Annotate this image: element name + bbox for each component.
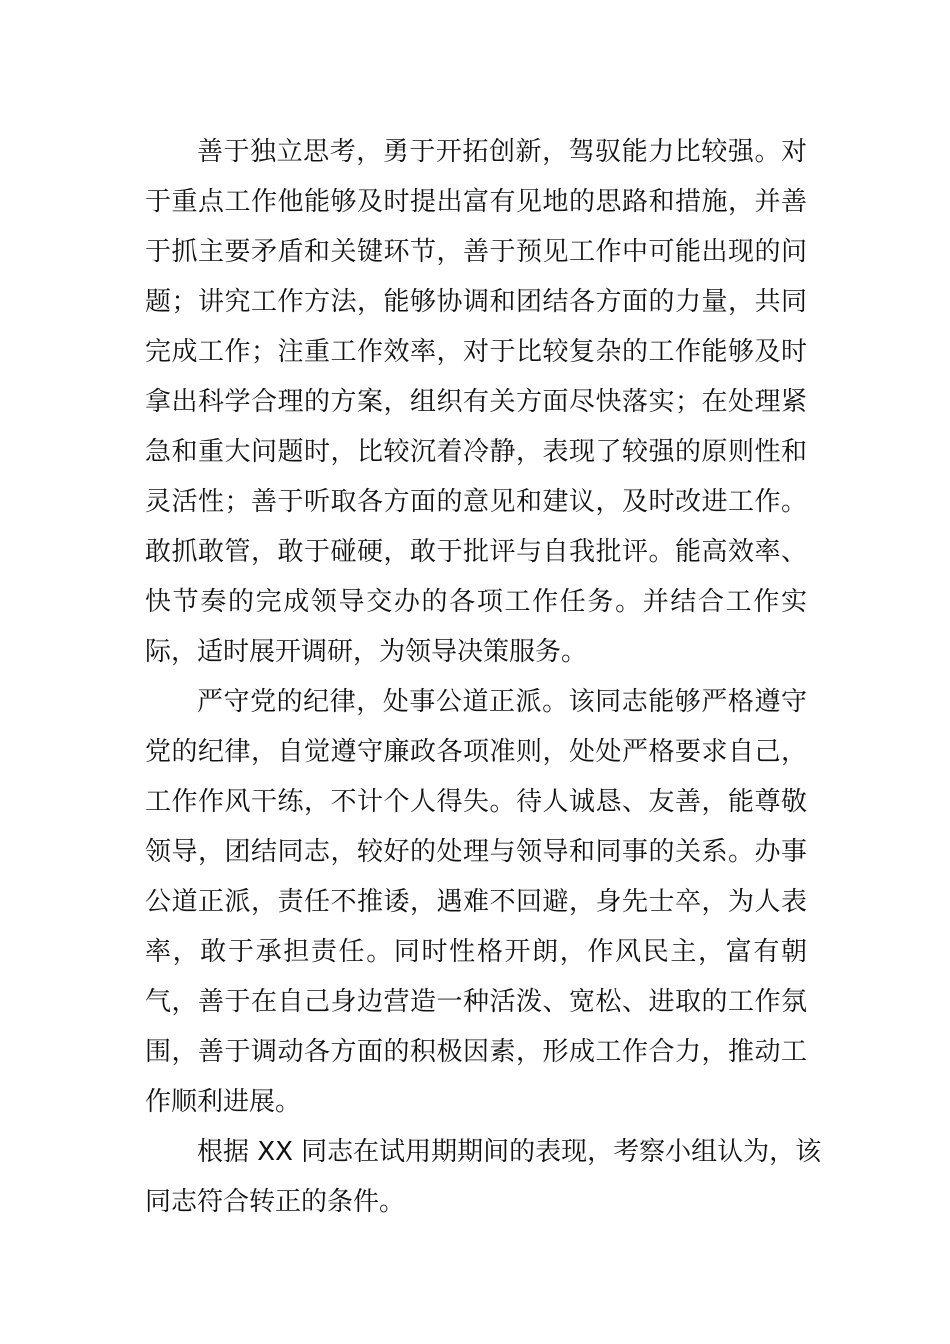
paragraph-line: 善于独立思考，勇于开拓创新，驾驭能力比较强。对 [197, 137, 807, 167]
paragraph-line: 围，善于调动各方面的积极因素，形成工作合力，推动工 [145, 1037, 807, 1067]
paragraph-line: 气，善于在自己身边营造一种活泼、宽松、进取的工作氛 [145, 987, 807, 1017]
paragraph-line: 根据 XX 同志在试用期期间的表现，考察小组认为，该 [197, 1137, 822, 1167]
paragraph-line: 工作作风干练，不计个人得失。待人诚恳、友善，能尊敬 [145, 787, 807, 817]
paragraph-line: 拿出科学合理的方案，组织有关方面尽快落实；在处理紧 [145, 387, 807, 417]
paragraph-line: 完成工作；注重工作效率，对于比较复杂的工作能够及时 [145, 337, 807, 367]
paragraph-line: 率，敢于承担责任。同时性格开朗，作风民主，富有朝 [145, 937, 807, 967]
paragraph-2 [145, 677, 807, 1127]
paragraph-line: 急和重大问题时，比较沉着冷静，表现了较强的原则性和 [145, 437, 807, 467]
paragraph-line: 灵活性；善于听取各方面的意见和建议，及时改进工作。 [145, 487, 807, 517]
paragraph-line: 快节奏的完成领导交办的各项工作任务。并结合工作实 [145, 587, 807, 617]
document-body [145, 127, 822, 1227]
paragraph-line: 际，适时展开调研，为领导决策服务。 [145, 637, 588, 667]
paragraph-line: 领导，团结同志，较好的处理与领导和同事的关系。办事 [145, 837, 807, 867]
paragraph-3 [145, 1127, 822, 1227]
paragraph-line: 严守党的纪律，处事公道正派。该同志能够严格遵守 [197, 687, 807, 717]
paragraph-line: 题；讲究工作方法，能够协调和团结各方面的力量，共同 [145, 287, 807, 317]
paragraph-line: 敢抓敢管，敢于碰硬，敢于批评与自我批评。能高效率、 [145, 537, 807, 567]
paragraph-line: 作顺利进展。 [145, 1087, 302, 1117]
paragraph-line: 于抓主要矛盾和关键环节，善于预见工作中可能出现的问 [145, 237, 807, 267]
paragraph-line: 党的纪律，自觉遵守廉政各项准则，处处严格要求自己， [145, 737, 807, 767]
paragraph-line: 同志符合转正的条件。 [145, 1187, 406, 1217]
paragraph-line: 于重点工作他能够及时提出富有见地的思路和措施，并善 [145, 187, 807, 217]
paragraph-1 [145, 127, 807, 677]
paragraph-line: 公道正派，责任不推诿，遇难不回避，身先士卒，为人表 [145, 887, 807, 917]
